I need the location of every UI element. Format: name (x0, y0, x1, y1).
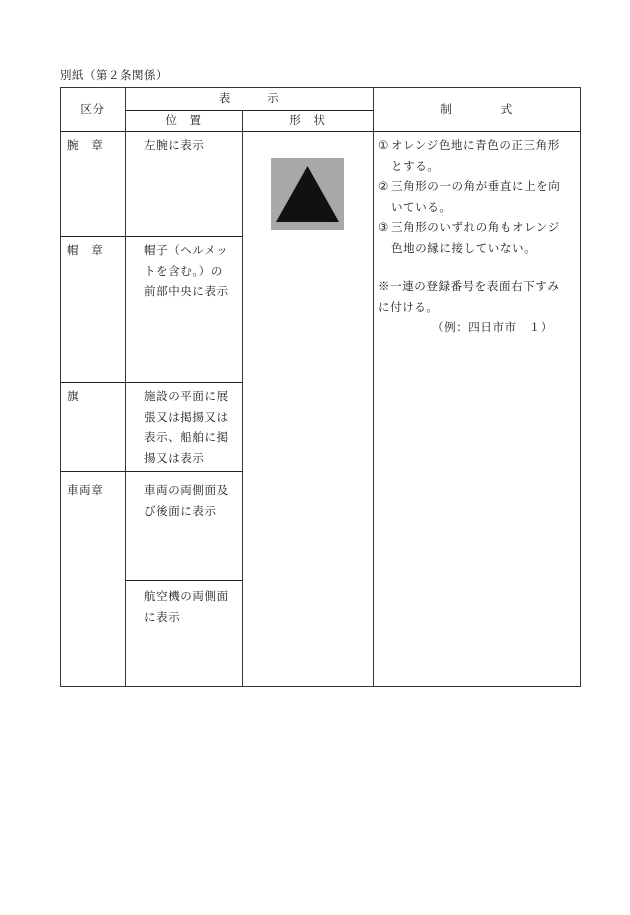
item-marker: ③ (378, 220, 389, 234)
ichi-line: 帽子（ヘルメッ (144, 243, 229, 257)
row-kubun-hata: 旗 (67, 389, 80, 403)
item-line: 三角形の一の角が垂直に上を向 (391, 179, 561, 193)
seishiki-item-2 (378, 176, 560, 217)
seishiki-item-1 (378, 135, 560, 176)
ichi-line: 張又は掲揚又は (144, 409, 229, 424)
ichi-line: 航空機の両側面 (144, 589, 229, 603)
seishiki-example: （例：四日市市 １） (432, 320, 553, 334)
header-hyoji: 表 示 (218, 91, 280, 105)
item-marker: ② (378, 179, 389, 193)
row-ichi-kokuki (144, 586, 229, 627)
ichi-line: 表示、船舶に掲 (144, 430, 229, 444)
row-ichi-wansho (144, 135, 205, 156)
item-line: 色地の縁に接していない。 (391, 240, 537, 255)
header-keijo: 形 状 (289, 113, 326, 127)
row-ichi-sharyo (144, 480, 229, 521)
ichi-line: 車両の両側面及 (144, 483, 229, 497)
item-marker: ① (378, 138, 389, 152)
note-line: ※一連の登録番号を表面右下すみ (378, 279, 560, 293)
ichi-line: 前部中央に表示 (144, 284, 229, 298)
row-kubun-wansho: 腕 章 (67, 138, 104, 152)
header-seishiki: 制 式 (440, 102, 513, 116)
seishiki-item-3 (378, 217, 560, 258)
triangle-emblem-icon (271, 158, 344, 230)
header-kubun: 区分 (80, 102, 105, 116)
ichi-line: に表示 (144, 609, 181, 624)
header-ichi: 位 置 (165, 113, 202, 127)
ichi-line: 揚又は表示 (144, 450, 205, 465)
ichi-line: び後面に表示 (144, 503, 217, 518)
ichi-line: 左腕に表示 (144, 138, 205, 152)
ichi-line: トを含む。）の (144, 263, 223, 278)
item-line: 三角形のいずれの角もオレンジ (391, 220, 560, 234)
row-ichi-hata (144, 386, 229, 468)
row-ichi-bosho (144, 240, 229, 302)
row-kubun-sharyosho: 車両章 (67, 483, 104, 497)
page-caption: 別紙（第２条関係） (60, 68, 168, 82)
ichi-line: 施設の平面に展 (144, 389, 229, 403)
item-line: いている。 (391, 199, 452, 214)
seishiki-note (378, 276, 560, 317)
note-line: に付ける。 (378, 299, 439, 314)
item-line: オレンジ色地に青色の正三角形 (391, 138, 560, 152)
item-line: とする。 (391, 158, 440, 173)
row-kubun-bosho: 帽 章 (67, 243, 104, 257)
